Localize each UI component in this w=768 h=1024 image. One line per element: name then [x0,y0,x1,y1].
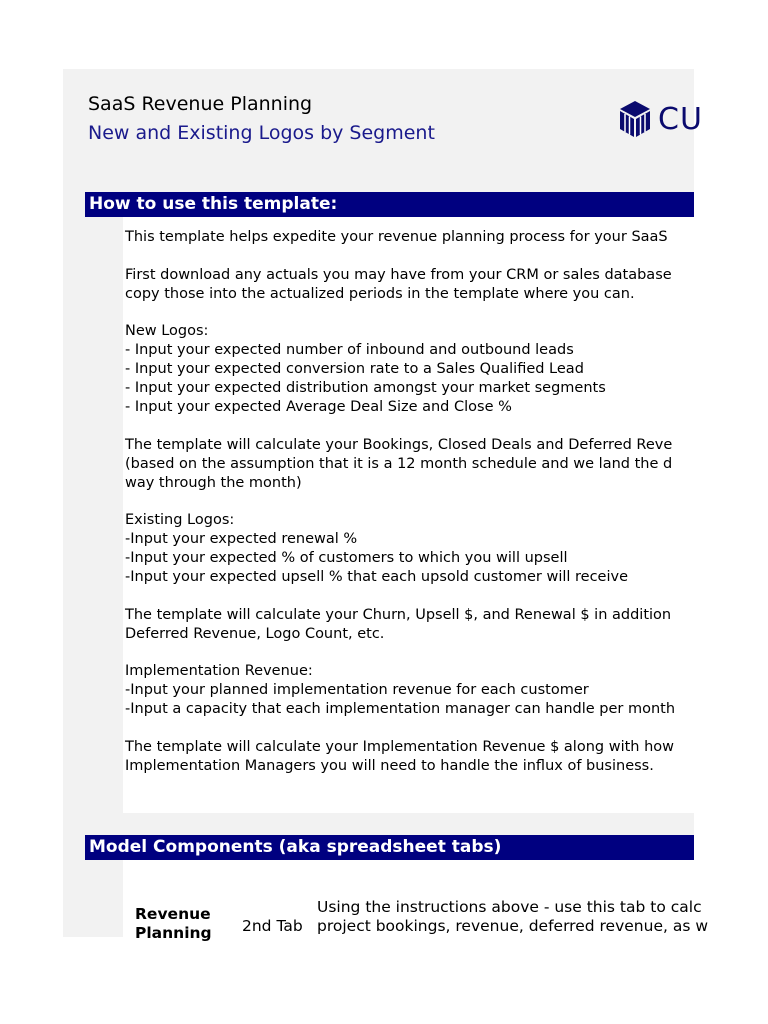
instruction-line [125,304,694,323]
instruction-line [125,247,694,266]
instructions-cell [123,217,694,813]
spreadsheet-page [63,69,709,942]
component-description-line: project bookings, revenue, deferred revenue, as w [317,917,709,935]
instruction-line [125,644,694,663]
instruction-line: New Logos: [125,323,209,340]
instruction-line: -Input your expected renewal % [125,531,358,548]
instruction-line: -Input your expected upsell % that each upsold customer will receive [125,569,629,586]
instructions-text [123,217,694,776]
instruction-line: The template will calculate your Bookings, Closed Deals and Deferred Reve [125,436,673,453]
instruction-line: Implementation Revenue: [125,663,313,680]
component-tab: 2nd Tab [242,917,303,935]
instruction-line: Deferred Revenue, Logo Count, etc. [125,625,385,642]
instruction-line: - Input your expected distribution amongst your market segments [125,380,606,397]
instruction-line: The template will calculate your Churn, Upsell $, and Renewal $ in addition [125,606,672,623]
instruction-line: First download any actuals you may have from your CRM or sales database [125,266,672,283]
instruction-line: - Input your expected number of inbound and outbound leads [125,342,574,359]
component-name-line: Planning [135,924,212,942]
instruction-line: -Input your expected % of customers to which you will upsell [125,550,568,567]
instruction-line: - Input your expected Average Deal Size and Close % [125,399,512,416]
instruction-line: Existing Logos: [125,512,235,529]
how-to-use-header: How to use this template: [85,192,694,217]
component-row [123,860,709,942]
component-name [135,905,215,943]
instruction-line [125,492,694,511]
instruction-line: This template helps expedite your revenue planning process for your SaaS [125,229,668,245]
instruction-line [125,719,694,738]
instruction-line: -Input your planned implementation revenue for each customer [125,682,589,699]
instruction-line: -Input a capacity that each implementation manager can handle per month [125,701,676,718]
instruction-line: (based on the assumption that it is a 12 month schedule and we land the d [125,455,673,472]
instruction-line: way through the month) [125,474,302,491]
instruction-line: Implementation Managers you will need to handle the influx of business. [125,757,654,774]
component-description [317,898,708,936]
model-components-header: Model Components (aka spreadsheet tabs) [85,835,694,860]
instruction-line [125,417,694,436]
page-subtitle: New and Existing Logos by Segment [88,122,435,144]
logo-text: CU [658,101,703,137]
cube-logo-icon [618,99,652,139]
component-name-line: Revenue [135,905,211,923]
component-description-line: Using the instructions above - use this tab to calc [317,898,702,916]
instruction-line: The template will calculate your Implementation Revenue $ along with how [125,739,675,756]
company-logo [618,99,703,139]
page-title: SaaS Revenue Planning [88,93,313,115]
instruction-line [125,587,694,606]
instruction-line: - Input your expected conversion rate to a Sales Qualified Lead [125,361,584,378]
instruction-line: copy those into the actualized periods in the template where you can. [125,285,635,302]
